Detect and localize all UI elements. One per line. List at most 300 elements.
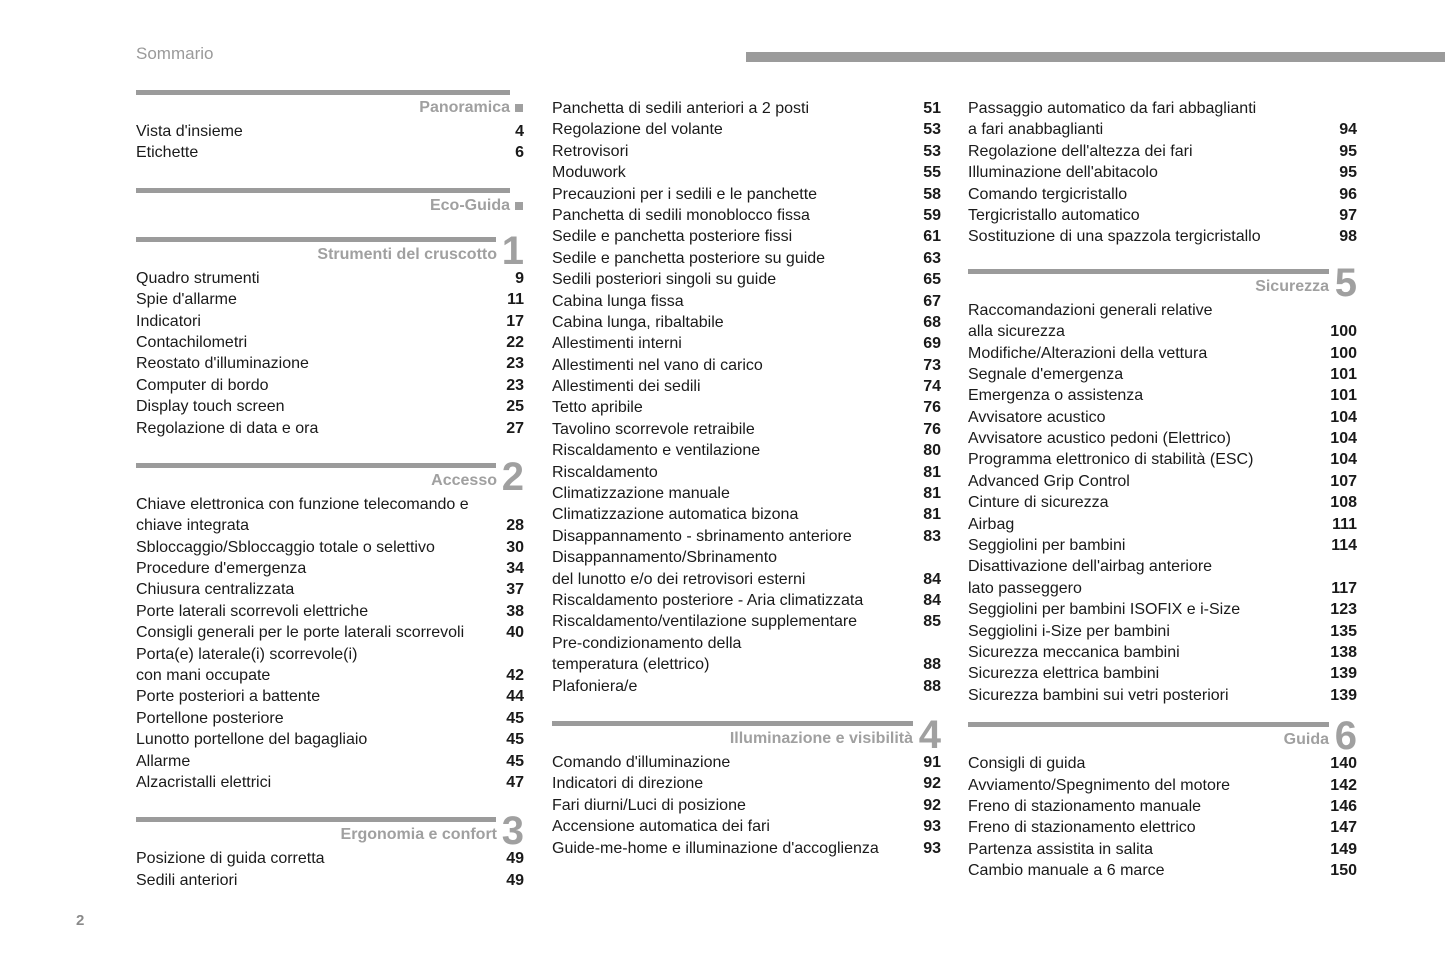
section-title[interactable]: Sicurezza: [1255, 277, 1329, 295]
entry-label: lato passeggero: [968, 579, 1082, 597]
toc-entry[interactable]: [968, 364, 1357, 385]
toc-entry[interactable]: [552, 397, 941, 418]
toc-entry[interactable]: [968, 514, 1357, 535]
section-divider: [136, 817, 496, 822]
entry-label: Advanced Grip Control: [968, 472, 1130, 490]
toc-entry[interactable]: [136, 708, 524, 729]
toc-entry[interactable]: [136, 142, 524, 163]
toc-entry[interactable]: [136, 353, 524, 374]
toc-entry[interactable]: [552, 773, 941, 794]
toc-entry[interactable]: [136, 375, 524, 396]
entry-label: Lunotto portellone del bagagliaio: [136, 731, 368, 749]
entry-page-number: 38: [506, 602, 524, 620]
toc-entry[interactable]: [968, 796, 1357, 817]
entry-label: Cinture di sicurezza: [968, 494, 1109, 512]
entry-label: Raccomandazioni generali relative: [968, 301, 1213, 319]
entry-label: Freno di stazionamento manuale: [968, 797, 1202, 815]
entry-page-number: 140: [1330, 755, 1357, 773]
entry-page-number: 84: [923, 591, 941, 609]
entry-label: Porta(e) laterale(i) scorrevole(i): [136, 645, 358, 663]
toc-entry[interactable]: [136, 396, 524, 417]
entry-list: [968, 300, 1357, 706]
entry-page-number: 40: [506, 624, 524, 642]
entry-label: Climatizzazione manuale: [552, 485, 730, 503]
section-title[interactable]: Guida: [1283, 731, 1329, 749]
entry-page-number: 23: [506, 376, 524, 394]
toc-entry[interactable]: [968, 205, 1357, 226]
section-divider: [968, 269, 1329, 274]
entry-page-number: 45: [506, 709, 524, 727]
entry-page-number: 37: [506, 581, 524, 599]
entry-label: Tergicristallo automatico: [968, 206, 1140, 224]
entry-label: Cabina lunga fissa: [552, 292, 684, 310]
section-title[interactable]: Eco-Guida: [429, 196, 510, 214]
toc-entry[interactable]: [968, 685, 1357, 706]
entry-page-number: 27: [506, 419, 524, 437]
entry-page-number: 67: [923, 292, 941, 310]
entry-label: Computer di bordo: [136, 376, 269, 394]
toc-entry[interactable]: [968, 599, 1357, 620]
entry-page-number: 114: [1331, 537, 1357, 555]
header-decorative-bar: [746, 52, 1445, 62]
entry-page-number: 146: [1330, 797, 1357, 815]
toc-entry[interactable]: [968, 817, 1357, 838]
toc-entry[interactable]: [136, 686, 524, 707]
toc-entry[interactable]: [136, 537, 524, 558]
entry-label: Sedili anteriori: [136, 871, 238, 889]
entry-page-number: 108: [1330, 494, 1357, 512]
entry-page-number: 17: [506, 312, 524, 330]
entry-label: Spie d'allarme: [136, 291, 237, 309]
entry-page-number: 69: [923, 335, 941, 353]
entry-label: Chiusura centralizzata: [136, 581, 295, 599]
entry-page-number: 59: [923, 206, 941, 224]
entry-page-number: 65: [923, 271, 941, 289]
toc-entry[interactable]: [136, 729, 524, 750]
entry-page-number: 101: [1330, 387, 1357, 405]
entry-label: Allestimenti interni: [552, 335, 682, 353]
entry-page-number: 53: [923, 142, 941, 160]
toc-entry[interactable]: [968, 321, 1357, 342]
entry-label: Avvisatore acustico: [968, 408, 1106, 426]
toc-entry[interactable]: [968, 860, 1357, 881]
toc-column-3: [968, 98, 1357, 882]
entry-list: [136, 494, 524, 793]
entry-page-number: 88: [923, 677, 941, 695]
section-divider: [552, 721, 913, 726]
entry-page-number: 4: [515, 123, 524, 140]
entry-page-number: 85: [923, 613, 941, 631]
toc-entry[interactable]: [552, 676, 941, 697]
entry-label: Accensione automatica dei fari: [552, 818, 770, 836]
entry-label: Porte laterali scorrevoli elettriche: [136, 602, 369, 620]
entry-label: Seggiolini per bambini: [968, 537, 1126, 555]
toc-entry[interactable]: [136, 772, 524, 793]
entry-label: Reostato d'illuminazione: [136, 355, 309, 373]
toc-entry[interactable]: [552, 162, 941, 183]
toc-entry[interactable]: [552, 333, 941, 354]
section-title[interactable]: Illuminazione e visibilità: [729, 729, 913, 747]
toc-entry[interactable]: [136, 665, 524, 686]
entry-label: Retrovisori: [552, 142, 629, 160]
entry-label: Regolazione del volante: [552, 121, 723, 139]
entry-list: [552, 752, 941, 859]
entry-page-number: 81: [923, 485, 941, 503]
entry-label: Display touch screen: [136, 398, 285, 416]
toc-entry[interactable]: [968, 556, 1357, 577]
entry-label: Avviamento/Spegnimento del motore: [968, 776, 1231, 794]
entry-page-number: 101: [1330, 365, 1357, 383]
entry-label: Chiave elettronica con funzione telecomando e: [136, 495, 469, 513]
entry-label: Sicurezza bambini sui vetri posteriori: [968, 686, 1229, 704]
toc-entry[interactable]: [552, 590, 941, 611]
toc-entry[interactable]: [968, 535, 1357, 556]
entry-page-number: 49: [506, 871, 524, 889]
toc-entry[interactable]: [136, 418, 524, 439]
toc-entry[interactable]: [552, 569, 941, 590]
toc-entry[interactable]: [968, 184, 1357, 205]
entry-page-number: 88: [923, 656, 941, 674]
entry-list: [968, 98, 1357, 248]
entry-page-number: 92: [923, 796, 941, 814]
entry-page-number: 139: [1330, 665, 1357, 683]
entry-page-number: 44: [506, 688, 524, 706]
entry-label: Modifiche/Alterazioni della vettura: [968, 344, 1208, 362]
entry-page-number: 84: [923, 570, 941, 588]
entry-page-number: 150: [1330, 862, 1357, 880]
toc-entry[interactable]: [552, 312, 941, 333]
toc-entry[interactable]: [552, 526, 941, 547]
entry-label: Sbloccaggio/Sbloccaggio totale o selettivo: [136, 538, 435, 556]
entry-label: Cabina lunga, ribaltabile: [552, 313, 724, 331]
toc-entry[interactable]: [552, 752, 941, 773]
entry-label: con mani occupate: [136, 667, 271, 685]
entry-page-number: 97: [1339, 206, 1357, 224]
entry-page-number: 80: [923, 442, 941, 460]
entry-list: [136, 848, 524, 891]
toc-entry[interactable]: [552, 816, 941, 837]
entry-label: Allestimenti dei sedili: [552, 378, 701, 396]
entry-page-number: 81: [923, 506, 941, 524]
entry-page-number: 45: [506, 731, 524, 749]
toc-entry[interactable]: [136, 289, 524, 310]
entry-label: Passaggio automatico da fari abbaglianti: [968, 100, 1257, 117]
toc-entry[interactable]: [968, 300, 1357, 321]
entry-page-number: 94: [1339, 121, 1357, 139]
entry-page-number: 95: [1339, 164, 1357, 182]
section-header: [552, 712, 941, 757]
square-marker-icon: [515, 104, 523, 112]
entry-label: Sedile e panchetta posteriore fissi: [552, 228, 793, 246]
entry-page-number: 92: [923, 775, 941, 793]
section-header: [968, 714, 1357, 759]
entry-page-number: 58: [923, 185, 941, 203]
entry-page-number: 68: [923, 313, 941, 331]
entry-label: Riscaldamento: [552, 463, 658, 481]
toc-entry[interactable]: [968, 471, 1357, 492]
entry-label: Indicatori: [136, 312, 201, 330]
toc-entry[interactable]: [552, 838, 941, 859]
entry-label: Allestimenti nel vano di carico: [552, 356, 763, 374]
entry-label: Quadro strumenti: [136, 269, 260, 287]
entry-page-number: 45: [506, 752, 524, 770]
section-divider: [136, 237, 496, 242]
chapter-number: 5: [1334, 260, 1357, 305]
entry-page-number: 107: [1330, 472, 1357, 490]
section-sicurezza: [968, 260, 1357, 706]
entry-page-number: 30: [506, 538, 524, 556]
section-ergonomia: [136, 809, 524, 891]
toc-entry[interactable]: [552, 205, 941, 226]
toc-entry[interactable]: [136, 848, 524, 869]
entry-label: alla sicurezza: [968, 323, 1065, 341]
entry-page-number: 104: [1330, 430, 1357, 448]
section-eco-guida: [136, 186, 524, 219]
entry-label: Porte posteriori a battente: [136, 688, 321, 706]
entry-label: Indicatori di direzione: [552, 775, 704, 793]
entry-page-number: 49: [506, 850, 524, 868]
entry-page-number: 11: [507, 291, 524, 309]
entry-label: Climatizzazione automatica bizona: [552, 506, 799, 524]
toc-column-1: [136, 88, 524, 891]
section-guida: [968, 714, 1357, 881]
entry-label: Allarme: [136, 752, 191, 770]
entry-label: Disattivazione dell'airbag anteriore: [968, 558, 1213, 576]
toc-entry[interactable]: [968, 141, 1357, 162]
entry-page-number: 63: [923, 249, 941, 267]
entry-list: [968, 753, 1357, 881]
toc-entry[interactable]: [968, 775, 1357, 796]
toc-entry[interactable]: [968, 162, 1357, 183]
entry-page-number: 93: [923, 839, 941, 857]
entry-page-number: 81: [923, 463, 941, 481]
entry-label: Regolazione di data e ora: [136, 419, 319, 437]
entry-label: Panchetta di sedili anteriori a 2 posti: [552, 100, 810, 117]
toc-entry[interactable]: [968, 407, 1357, 428]
entry-list: [552, 98, 941, 697]
toc-entry[interactable]: [552, 462, 941, 483]
section-header: [968, 260, 1357, 305]
toc-entry[interactable]: [552, 611, 941, 632]
entry-label: Emergenza o assistenza: [968, 387, 1144, 405]
toc-entry[interactable]: [136, 515, 524, 536]
chapter-number: 6: [1334, 714, 1357, 759]
toc-entry[interactable]: [552, 547, 941, 568]
toc-entry[interactable]: [136, 332, 524, 353]
entry-page-number: 149: [1330, 840, 1357, 858]
entry-label: Consigli di guida: [968, 755, 1086, 773]
entry-label: Freno di stazionamento elettrico: [968, 819, 1196, 837]
section-header: [136, 186, 524, 219]
toc-entry[interactable]: [136, 870, 524, 891]
toc-entry[interactable]: [552, 483, 941, 504]
toc-entry[interactable]: [552, 141, 941, 162]
entry-page-number: 83: [923, 527, 941, 545]
entry-label: Disappannamento - sbrinamento anteriore: [552, 527, 852, 545]
toc-entry[interactable]: [552, 98, 941, 119]
entry-label: Fari diurni/Luci di posizione: [552, 796, 746, 814]
entry-page-number: 93: [923, 818, 941, 836]
entry-label: chiave integrata: [136, 517, 249, 535]
entry-page-number: 104: [1330, 408, 1357, 426]
toc-entry[interactable]: [136, 644, 524, 665]
entry-page-number: 34: [506, 560, 524, 578]
entry-page-number: 25: [506, 398, 524, 416]
toc-entry[interactable]: [968, 753, 1357, 774]
entry-page-number: 28: [506, 517, 524, 535]
entry-label: Guide-me-home e illuminazione d'accoglienza: [552, 839, 879, 857]
toc-entry[interactable]: [552, 504, 941, 525]
entry-label: Panchetta di sedili monoblocco fissa: [552, 206, 810, 224]
entry-page-number: 42: [506, 667, 524, 685]
entry-page-number: 123: [1330, 601, 1357, 619]
toc-entry[interactable]: [968, 119, 1357, 140]
toc-entry[interactable]: [968, 428, 1357, 449]
entry-label: Sicurezza meccanica bambini: [968, 643, 1180, 661]
section-title[interactable]: Strumenti del cruscotto: [317, 245, 497, 263]
entry-label: a fari anabbaglianti: [968, 121, 1104, 139]
toc-entry[interactable]: [968, 663, 1357, 684]
toc-entry[interactable]: [968, 226, 1357, 247]
toc-entry[interactable]: [968, 578, 1357, 599]
entry-page-number: 51: [923, 100, 941, 117]
toc-entry[interactable]: [136, 268, 524, 289]
entry-label: Sedili posteriori singoli su guide: [552, 271, 777, 289]
entry-label: Cambio manuale a 6 marce: [968, 862, 1165, 880]
toc-column-2: [552, 98, 941, 859]
section-divider: [136, 463, 496, 468]
entry-label: Seggiolini i-Size per bambini: [968, 622, 1170, 640]
section-header: [136, 228, 524, 273]
entry-page-number: 91: [923, 753, 941, 771]
entry-page-number: 138: [1330, 643, 1357, 661]
entry-label: Regolazione dell'altezza dei fari: [968, 142, 1193, 160]
toc-entry[interactable]: [968, 642, 1357, 663]
page-title: Sommario: [136, 44, 214, 63]
chapter-number: 3: [501, 809, 524, 854]
toc-entry[interactable]: [552, 291, 941, 312]
entry-label: Moduwork: [552, 164, 626, 182]
chapter-number: 4: [918, 712, 941, 757]
entry-label: Vista d'insieme: [136, 123, 243, 140]
entry-label: Illuminazione dell'abitacolo: [968, 164, 1158, 182]
entry-page-number: 96: [1339, 185, 1357, 203]
entry-page-number: 142: [1330, 776, 1357, 794]
entry-page-number: 6: [515, 144, 524, 162]
entry-page-number: 76: [923, 399, 941, 417]
page-number: 2: [76, 912, 85, 929]
entry-page-number: 47: [506, 773, 524, 791]
entry-label: Comando d'illuminazione: [552, 753, 731, 771]
toc-entry[interactable]: [552, 440, 941, 461]
entry-page-number: 117: [1331, 579, 1357, 597]
toc-entry[interactable]: [968, 98, 1357, 119]
entry-label: Disappannamento/Sbrinamento: [552, 549, 778, 567]
section-header: [136, 809, 524, 854]
toc-entry[interactable]: [136, 558, 524, 579]
entry-label: Sedile e panchetta posteriore su guide: [552, 249, 826, 267]
entry-page-number: 111: [1332, 515, 1357, 533]
entry-label: Precauzioni per i sedili e le panchette: [552, 185, 818, 203]
entry-label: Plafoniera/e: [552, 677, 638, 695]
entry-list: [136, 121, 524, 164]
toc-entry[interactable]: [136, 622, 524, 643]
toc-entry[interactable]: [552, 795, 941, 816]
toc-entry[interactable]: [136, 121, 524, 142]
section-title[interactable]: Panoramica: [419, 99, 510, 116]
entry-label: Airbag: [968, 515, 1015, 533]
entry-page-number: 73: [923, 356, 941, 374]
toc-entry[interactable]: [136, 751, 524, 772]
entry-page-number: 9: [515, 269, 524, 287]
entry-page-number: 55: [923, 164, 941, 182]
toc-entry[interactable]: [552, 419, 941, 440]
toc-entry[interactable]: [136, 311, 524, 332]
entry-label: Portellone posteriore: [136, 709, 284, 727]
toc-entry[interactable]: [552, 654, 941, 675]
section-divider: [136, 90, 510, 95]
entry-page-number: 147: [1330, 819, 1357, 837]
entry-page-number: 22: [506, 333, 524, 351]
toc-entry[interactable]: [552, 248, 941, 269]
entry-label: Partenza assistita in salita: [968, 840, 1153, 858]
entry-label: Sostituzione di una spazzola tergicristallo: [968, 228, 1261, 246]
entry-page-number: 100: [1330, 344, 1357, 362]
entry-label: Alzacristalli elettrici: [136, 773, 272, 791]
toc-entry[interactable]: [968, 449, 1357, 470]
toc-entry[interactable]: [136, 601, 524, 622]
entry-label: Tavolino scorrevole retraibile: [552, 420, 755, 438]
entry-page-number: 76: [923, 420, 941, 438]
entry-label: Riscaldamento/ventilazione supplementare: [552, 613, 858, 631]
entry-page-number: 61: [923, 228, 941, 246]
toc-entry[interactable]: [968, 621, 1357, 642]
section-title[interactable]: Ergonomia e confort: [340, 826, 497, 844]
toc-entry[interactable]: [552, 355, 941, 376]
toc-entry[interactable]: [136, 579, 524, 600]
entry-label: Procedure d'emergenza: [136, 560, 307, 578]
section-panoramica: [136, 88, 524, 164]
entry-label: Seggiolini per bambini ISOFIX e i-Size: [968, 601, 1241, 619]
entry-list: [136, 268, 524, 439]
entry-label: Riscaldamento e ventilazione: [552, 442, 761, 460]
toc-entry[interactable]: [968, 839, 1357, 860]
entry-label: Comando tergicristallo: [968, 185, 1128, 203]
toc-entry[interactable]: [968, 385, 1357, 406]
entry-label: Avvisatore acustico pedoni (Elettrico): [968, 430, 1231, 448]
entry-label: Contachilometri: [136, 333, 248, 351]
entry-page-number: 139: [1330, 686, 1357, 704]
toc-entry[interactable]: [552, 376, 941, 397]
entry-page-number: 135: [1330, 622, 1357, 640]
chapter-number: 1: [501, 228, 524, 273]
section-title[interactable]: Accesso: [431, 471, 497, 489]
toc-entry[interactable]: [968, 343, 1357, 364]
toc-entry[interactable]: [552, 633, 941, 654]
entry-page-number: 23: [506, 355, 524, 373]
toc-entry[interactable]: [552, 269, 941, 290]
toc-entry[interactable]: [552, 184, 941, 205]
entry-label: Tetto apribile: [552, 399, 643, 417]
entry-page-number: 104: [1330, 451, 1357, 469]
toc-entry[interactable]: [552, 226, 941, 247]
toc-entry[interactable]: [552, 119, 941, 140]
section-illuminazione: [552, 712, 941, 859]
toc-entry[interactable]: [136, 494, 524, 515]
entry-label: Riscaldamento posteriore - Aria climatizzata: [552, 591, 864, 609]
toc-entry[interactable]: [968, 492, 1357, 513]
entry-label: Segnale d'emergenza: [968, 365, 1124, 383]
